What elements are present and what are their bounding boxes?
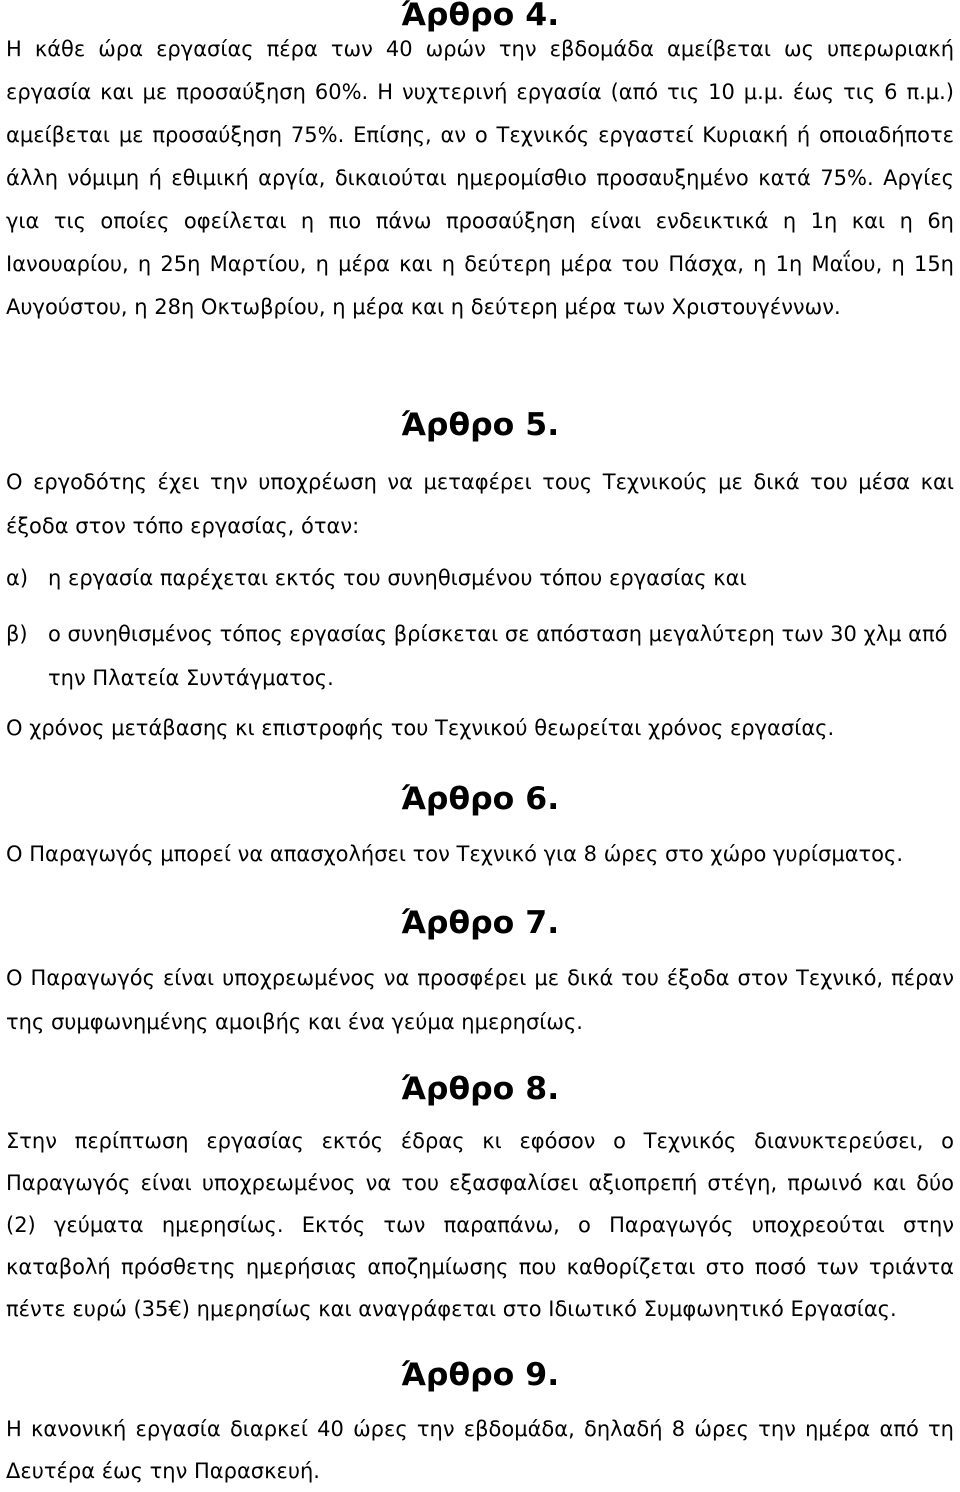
article-4-text: Η κάθε ώρα εργασίας πέρα των 40 ωρών την εβδομάδα αμείβεται ως υπερωριακή εργασία και με προσαύξηση 60%. Η νυχτερινή εργασία (από τις 10 μ.μ. έως τις 6 π.μ.) αμείβεται με προσαύξηση 75%. Επίσης, αν ο Τεχνικός εργαστεί Κυριακή ή οποιαδήποτε άλλη νόμιμη ή εθιμική αργία, δικαιούται ημερομίσθιο προσαυξημένο κατά 75%. Αργίες για τις οποίες οφείλεται η πιο πάνω προσαύξηση είναι ενδεικτικά η 1η και η 6η Ιανουαρίου, η 25η Μαρτίου, η μέρα και η δεύτερη μέρα του Πάσχα, η 1η Μαΐου, η 15η Αυγούστου, η 28η Οκτωβρίου, η μέρα και η δεύτερη μέρα των Χριστουγέννων.	[6, 37, 954, 319]
article-6-heading: Άρθρο 6.	[400, 781, 560, 817]
list-item-text: η εργασία παρέχεται εκτός του συνηθισμένου τόπου εργασίας και	[48, 566, 747, 590]
article-7-heading: Άρθρο 7.	[400, 905, 560, 941]
article-4-heading: Άρθρο 4.	[400, 0, 560, 33]
article-5-item-b	[6, 612, 954, 700]
article-5-intro: Ο εργοδότης έχει την υποχρέωση να μεταφέρει τους Τεχνικούς με δικά του μέσα και έξοδα στον τόπο εργασίας, όταν:	[6, 470, 954, 538]
article-8-heading: Άρθρο 8.	[400, 1071, 560, 1107]
list-item-text: ο συνηθισμένος τόπος εργασίας βρίσκεται σε απόσταση μεγαλύτερη των 30 χλμ από την Πλατεία Συντάγματος.	[48, 622, 948, 690]
list-marker: β)	[6, 622, 28, 646]
article-6-text: Ο Παραγωγός μπορεί να απασχολήσει τον Τεχνικό για 8 ώρες στο χώρο γυρίσματος.	[6, 842, 904, 866]
article-9-text: Η κανονική εργασία διαρκεί 40 ώρες την εβδομάδα, δηλαδή 8 ώρες την ημέρα από τη Δευτέρα έως την Παρασκευή.	[6, 1417, 954, 1483]
list-marker: α)	[6, 566, 29, 590]
article-5-closing: Ο χρόνος μετάβασης κι επιστροφής του Τεχνικού θεωρείται χρόνος εργασίας.	[6, 716, 835, 740]
article-7-text: Ο Παραγωγός είναι υποχρεωμένος να προσφέρει με δικά του έξοδα στον Τεχνικό, πέραν της συμφωνημένης αμοιβής και ένα γεύμα ημερησίως.	[6, 966, 954, 1034]
article-5-item-a	[6, 556, 954, 600]
article-8-text: Στην περίπτωση εργασίας εκτός έδρας κι εφόσον ο Τεχνικός διανυκτερεύσει, ο Παραγωγός είναι υποχρεωμένος να του εξασφαλίσει αξιοπρεπή στέγη, πρωινό και δύο (2) γεύματα ημερησίως. Εκτός των παραπάνω, ο Παραγωγός υποχρεούται στην καταβολή πρόσθετης ημερήσιας αποζημίωσης που καθορίζεται στο ποσό των τριάντα πέντε ευρώ (35€) ημερησίως και αναγράφεται στο Ιδιωτικό Συμφωνητικό Εργασίας.	[6, 1129, 954, 1321]
article-5-heading: Άρθρο 5.	[400, 407, 560, 443]
article-9-heading: Άρθρο 9.	[400, 1357, 560, 1393]
